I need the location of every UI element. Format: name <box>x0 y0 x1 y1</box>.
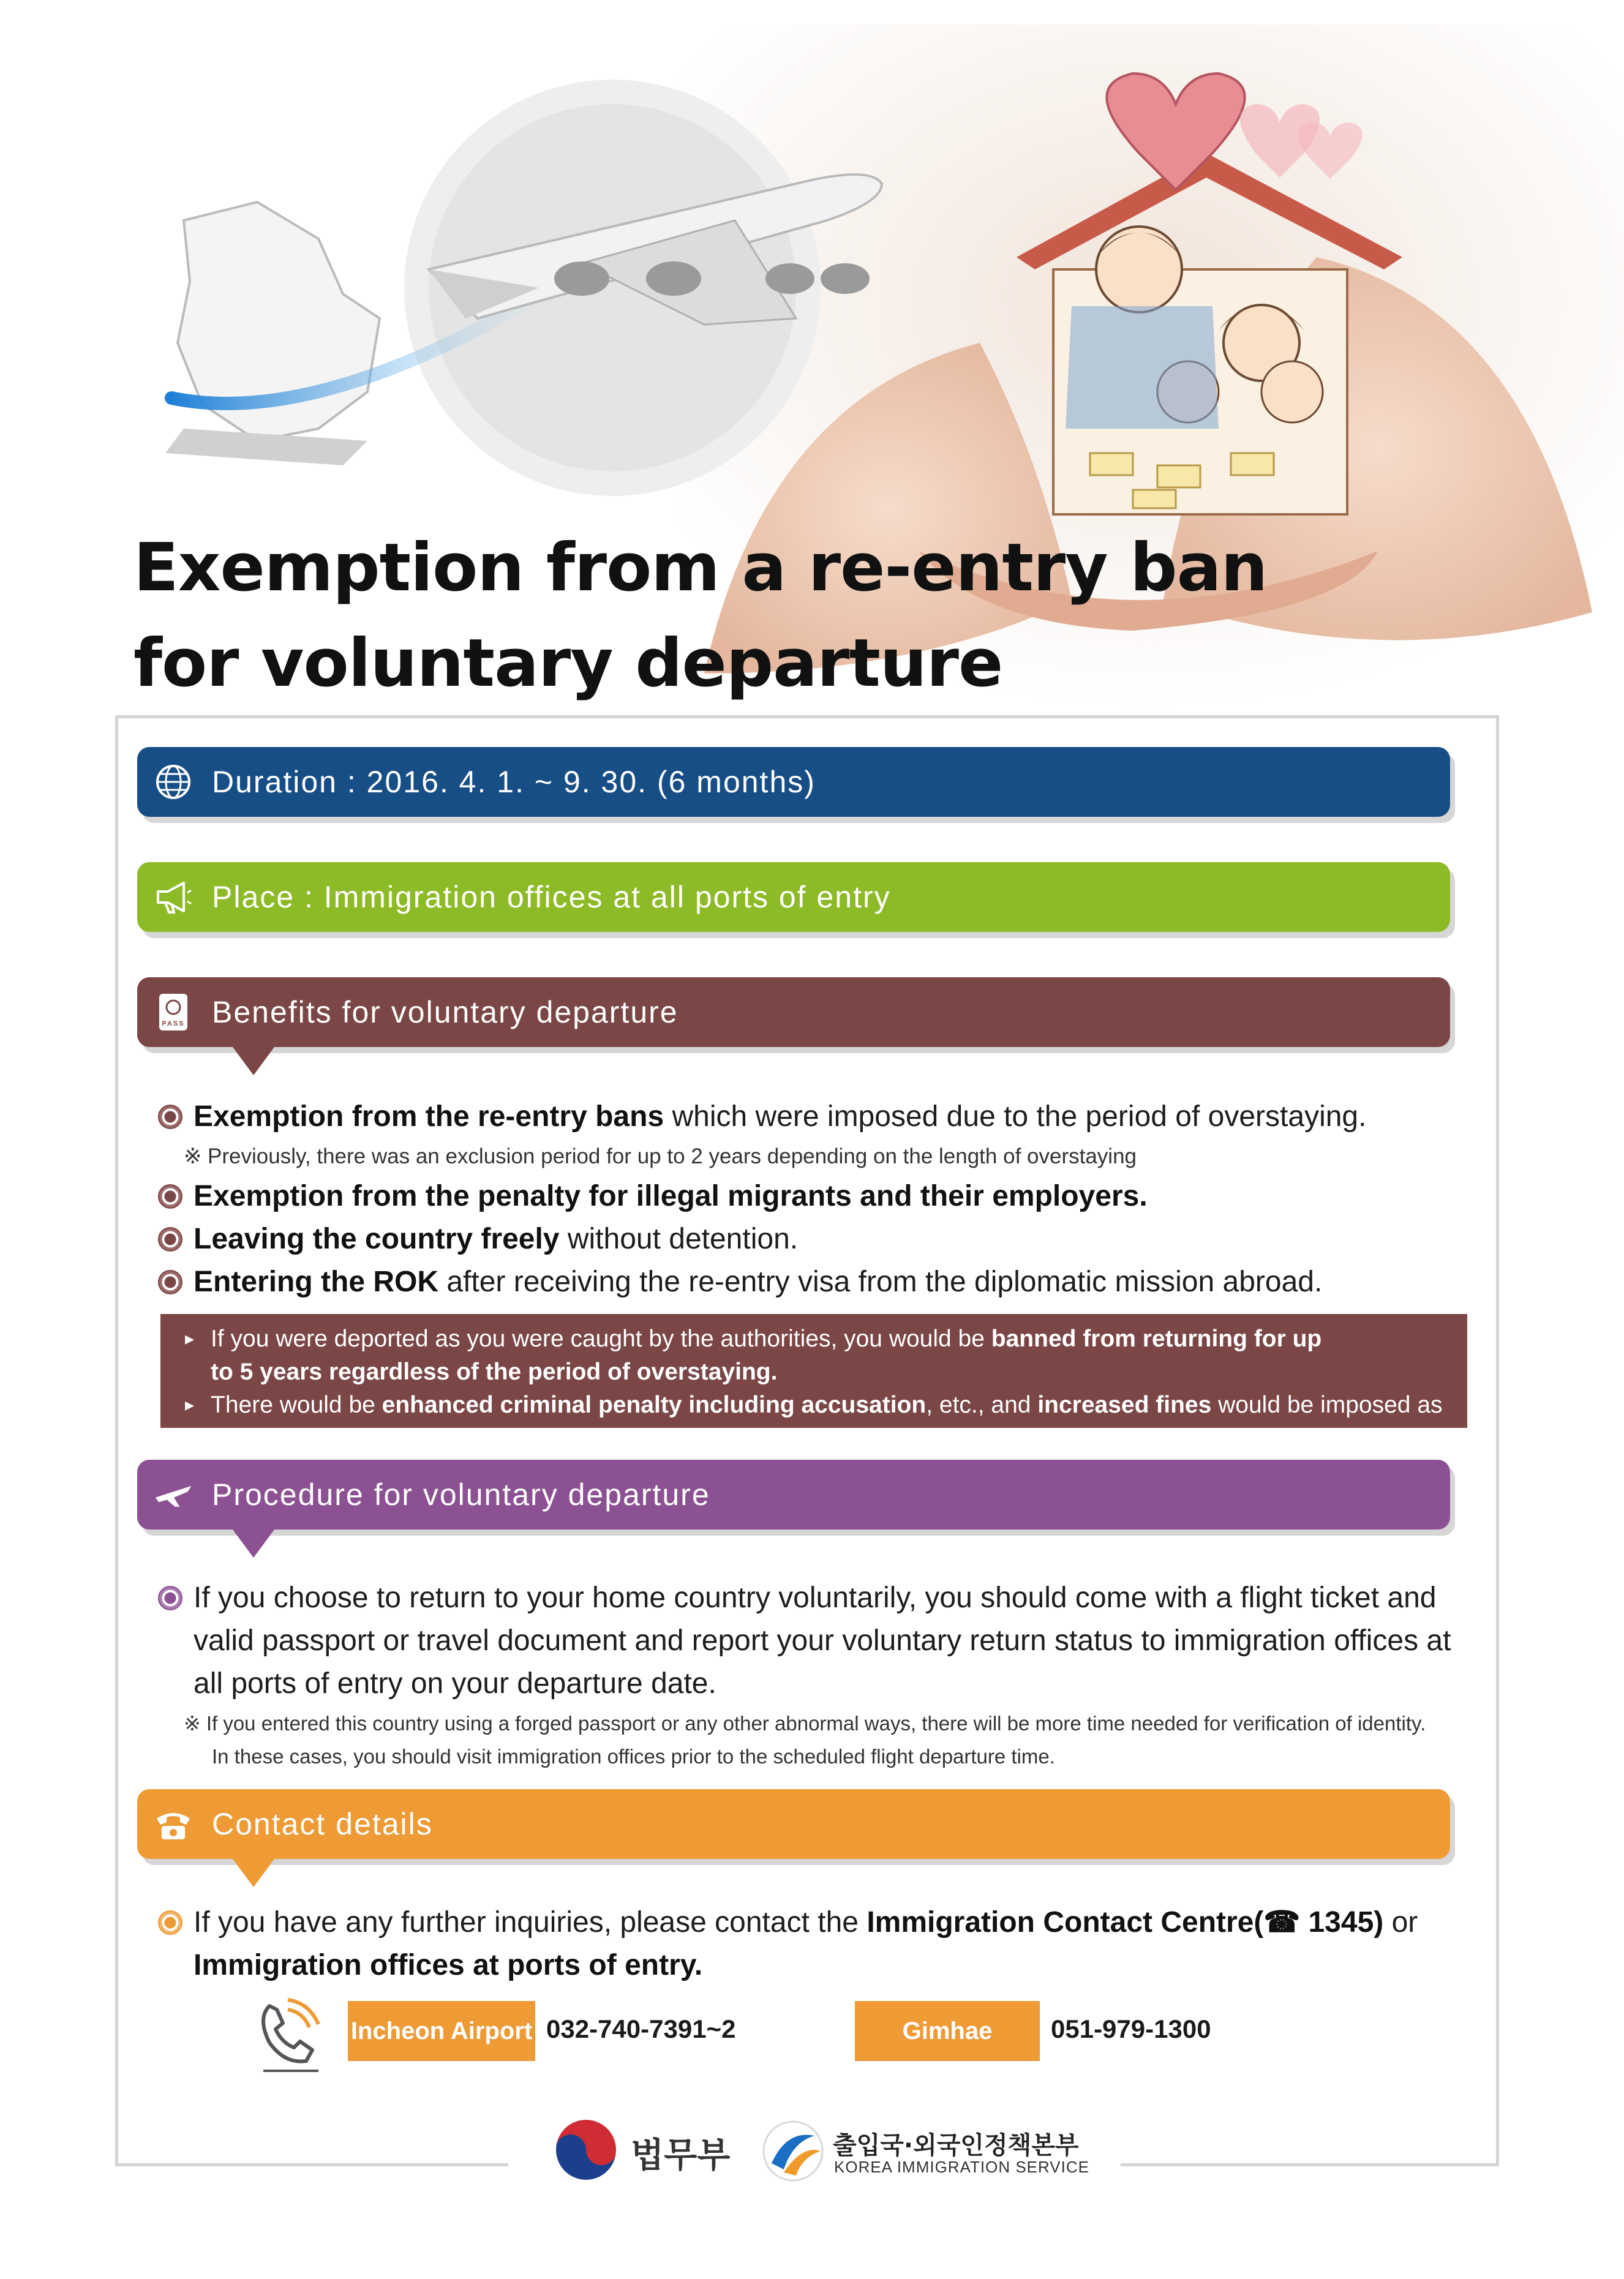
procedure-label: Procedure for voluntary departure <box>212 1477 710 1512</box>
megaphone-icon <box>153 877 194 917</box>
benefit-note: ※ Previously, there was an exclusion period for up to 2 years depending on the length of overstaying <box>184 1144 1137 1168</box>
bullet-icon <box>158 1227 182 1252</box>
globe-icon <box>153 762 194 802</box>
phone-handset-icon <box>251 1994 325 2076</box>
bullet-icon <box>158 1910 182 1935</box>
bullet-icon <box>158 1586 182 1610</box>
contact-line-1: If you have any further inquiries, please contact the Immigration Contact Centre(☎ 1345) or <box>194 1906 1418 1939</box>
procedure-bar <box>137 1460 1450 1530</box>
procedure-line-2: valid passport or travel document and report your voluntary return status to immigration offices at <box>194 1624 1451 1657</box>
procedure-note-1: ※ If you entered this country using a forged passport or any other abnormal ways, there will be more time needed for verification of identity. <box>184 1712 1426 1735</box>
duration-label: Duration : 2016. 4. 1. ~ 9. 30. (6 months) <box>212 765 816 799</box>
telephone-icon <box>153 1804 194 1844</box>
duration-bar <box>137 747 1450 817</box>
warning-box <box>160 1314 1467 1451</box>
airplane-icon <box>153 1474 194 1515</box>
passport-icon-text: PASS <box>162 1020 185 1027</box>
benefit-item-1: Exemption from the re-entry bans which were imposed due to the period of overstaying. <box>194 1100 1367 1133</box>
korea-map <box>165 202 380 465</box>
procedure-line-3: all ports of entry on your departure date. <box>194 1667 716 1700</box>
footer-logos <box>508 2112 1121 2186</box>
benefit-item-2: Exemption from the penalty for illegal migrants and their employers. <box>194 1180 1148 1212</box>
contact-label: Contact details <box>212 1807 433 1841</box>
procedure-line-1: If you choose to return to your home country voluntarily, you should come with a flight ticket and <box>194 1582 1437 1614</box>
bullet-icon <box>158 1105 182 1129</box>
place-bar <box>137 862 1450 932</box>
immigration-service-logo <box>759 2117 827 2185</box>
immigration-service-name-en: KOREA IMMIGRATION SERVICE <box>834 2158 1089 2176</box>
title-line-2: for voluntary departure <box>133 625 1003 702</box>
ministry-name: 법무부 <box>631 2136 731 2176</box>
contact-bar <box>137 1789 1450 1859</box>
warning-row-1: ▸ If you were deported as you were caught by the authorities, you would be banned from returning for up to 5 years regardless of the period of overstaying. <box>179 1323 1449 1389</box>
contact-line-2: Immigration offices at ports of entry. <box>194 1949 703 1981</box>
page-title <box>133 520 1267 710</box>
benefits-bar-tail <box>233 1047 274 1075</box>
benefit-item-3: Leaving the country freely without detention. <box>194 1223 799 1255</box>
office-phone-gimhae: 051-979-1300 <box>1051 2014 1211 2043</box>
place-label: Place : Immigration offices at all ports of entry <box>212 880 891 914</box>
title-line-1: Exemption from a re-entry ban <box>133 530 1268 606</box>
office-tag-incheon: Incheon Airport <box>348 2001 535 2061</box>
procedure-note-2: In these cases, you should visit immigration offices prior to the scheduled flight departure time. <box>212 1745 1055 1768</box>
passport-icon <box>153 992 194 1032</box>
ministry-logo <box>552 2116 632 2183</box>
warning-row-2: ▸ There would be enhanced criminal penalty including accusation, etc., and increased fines would be imposed as well. <box>179 1389 1449 1455</box>
bullet-icon <box>158 1270 182 1294</box>
contact-bar-tail <box>233 1859 274 1887</box>
benefit-item-4: Entering the ROK after receiving the re-entry visa from the diplomatic mission abroad. <box>194 1266 1323 1298</box>
procedure-bar-tail <box>233 1530 274 1558</box>
benefits-label: Benefits for voluntary departure <box>212 995 679 1029</box>
office-phone-incheon: 032-740-7391~2 <box>546 2014 736 2043</box>
bullet-icon <box>158 1184 182 1209</box>
hero-illustration <box>0 0 1624 710</box>
office-tag-gimhae: Gimhae <box>855 2001 1040 2061</box>
benefits-bar <box>137 977 1450 1047</box>
immigration-service-name-ko: 출입국·외국인정책본부 <box>833 2131 1079 2160</box>
